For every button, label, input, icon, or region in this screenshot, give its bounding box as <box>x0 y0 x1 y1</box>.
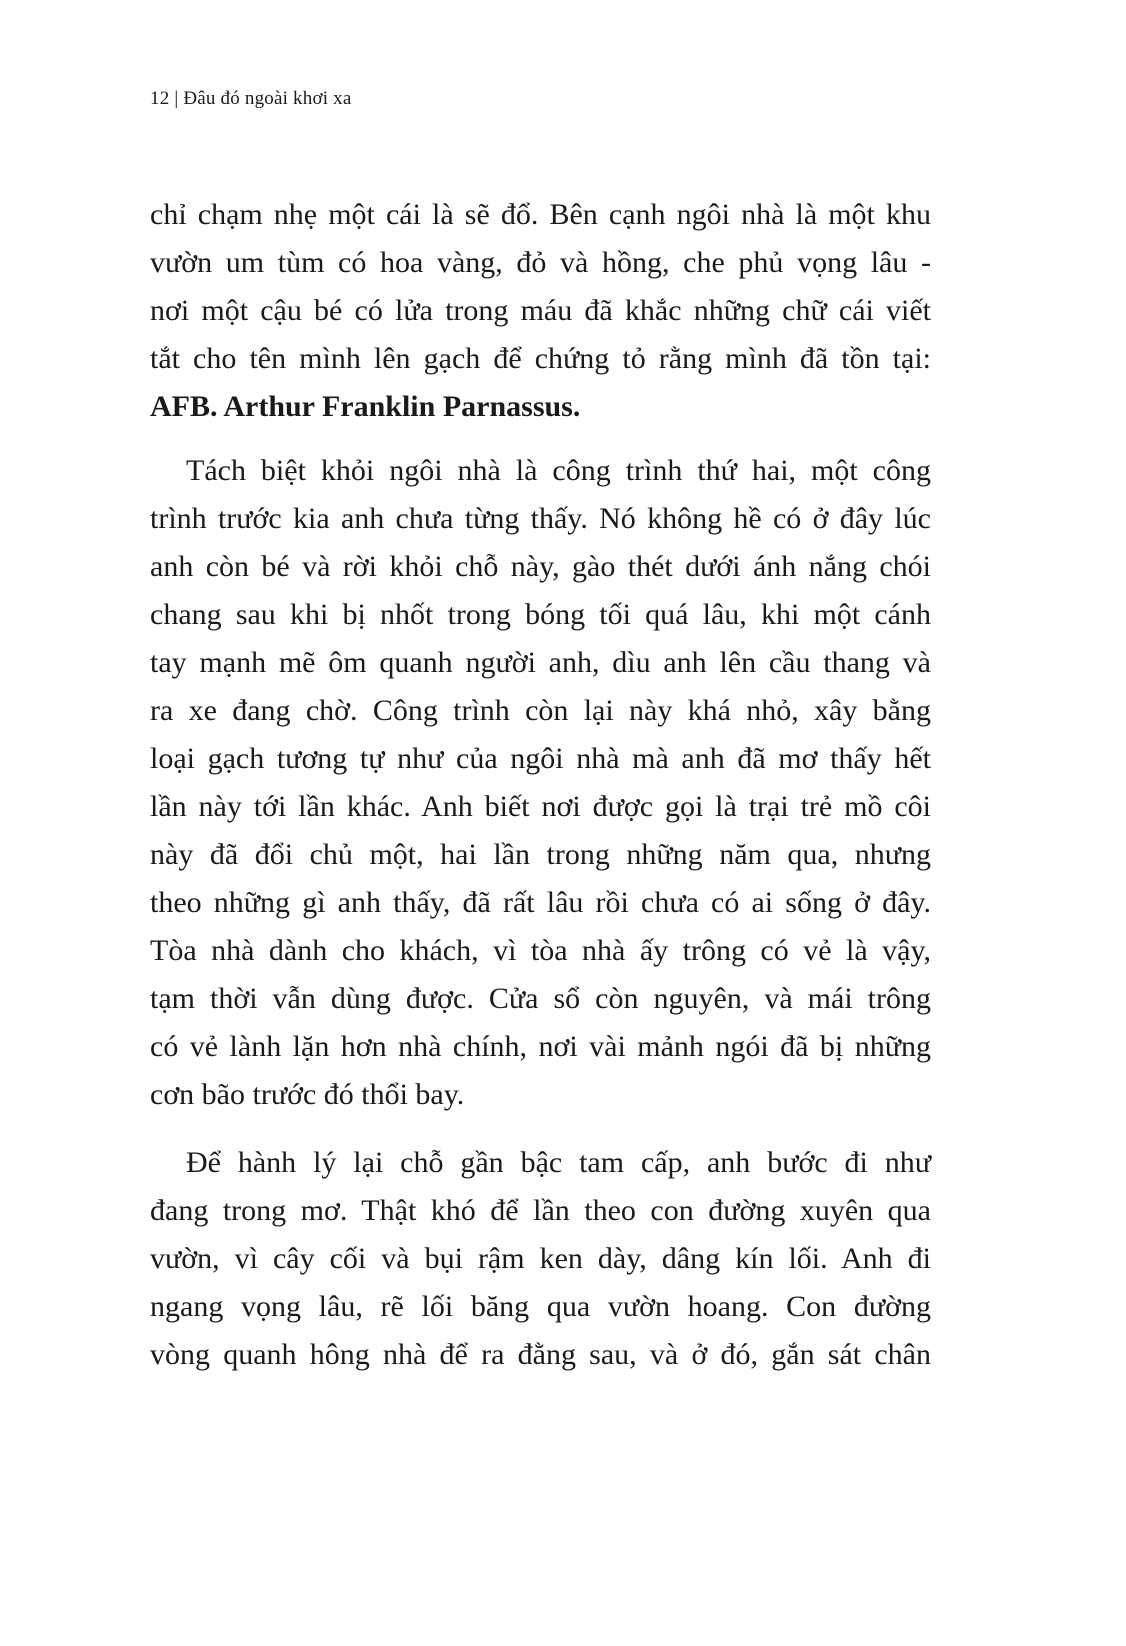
running-header <box>150 88 351 110</box>
text-line: vườn, vì cây cối và bụi rậm ken dày, dâng kín lối. Anh đi <box>150 1242 931 1275</box>
text-line: này đã đổi chủ một, hai lần trong những năm qua, nhưng <box>150 838 931 871</box>
text-line: vườn um tùm có hoa vàng, đỏ và hồng, che phủ vọng lâu - <box>150 246 931 279</box>
text-line: ra xe đang chờ. Công trình còn lại này khá nhỏ, xây bằng <box>150 694 931 727</box>
text-line: chang sau khi bị nhốt trong bóng tối quá lâu, khi một cánh <box>150 598 931 631</box>
text-line: tay mạnh mẽ ôm quanh người anh, dìu anh lên cầu thang và <box>150 646 931 679</box>
paragraph-2 <box>150 447 931 1119</box>
text-line: loại gạch tương tự như của ngôi nhà mà anh đã mơ thấy hết <box>150 742 931 775</box>
text-line: Tòa nhà dành cho khách, vì tòa nhà ấy trông có vẻ là vậy, <box>150 934 931 967</box>
text-line: Tách biệt khỏi ngôi nhà là công trình thứ hai, một công <box>186 454 931 487</box>
text-line: Để hành lý lại chỗ gần bậc tam cấp, anh bước đi như <box>186 1146 931 1179</box>
text-line: tạm thời vẫn dùng được. Cửa sổ còn nguyên, và mái trông <box>150 982 931 1015</box>
text-line: tắt cho tên mình lên gạch để chứng tỏ rằng mình đã tồn tại: <box>150 342 931 375</box>
text-line: anh còn bé và rời khỏi chỗ này, gào thét dưới ánh nắng chói <box>150 550 931 583</box>
text-line: cơn bão trước đó thổi bay. <box>150 1078 465 1111</box>
text-line: chỉ chạm nhẹ một cái là sẽ đổ. Bên cạnh ngôi nhà là một khu <box>150 198 931 231</box>
text-line: nơi một cậu bé có lửa trong máu đã khắc những chữ cái viết <box>150 294 931 327</box>
text-line: theo những gì anh thấy, đã rất lâu rồi chưa có ai sống ở đây. <box>150 886 931 919</box>
book-title: Đâu đó ngoài khơi xa <box>183 88 352 109</box>
text-line: có vẻ lành lặn hơn nhà chính, nơi vài mảnh ngói đã bị những <box>150 1030 931 1063</box>
text-line: vòng quanh hông nhà để ra đằng sau, và ở đó, gắn sát chân <box>150 1338 931 1371</box>
text-line: đang trong mơ. Thật khó để lần theo con đường xuyên qua <box>150 1194 931 1227</box>
page-number: 12 <box>150 88 170 109</box>
paragraph-3 <box>150 1139 931 1379</box>
text-line: ngang vọng lâu, rẽ lối băng qua vườn hoang. Con đường <box>150 1290 931 1323</box>
text-line: lần này tới lần khác. Anh biết nơi được gọi là trại trẻ mồ côi <box>150 790 931 823</box>
bold-name-line: AFB. Arthur Franklin Parnassus. <box>150 390 581 423</box>
header-separator: | <box>174 88 179 109</box>
paragraph-1 <box>150 191 931 431</box>
text-line: trình trước kia anh chưa từng thấy. Nó không hề có ở đây lúc <box>150 502 931 535</box>
